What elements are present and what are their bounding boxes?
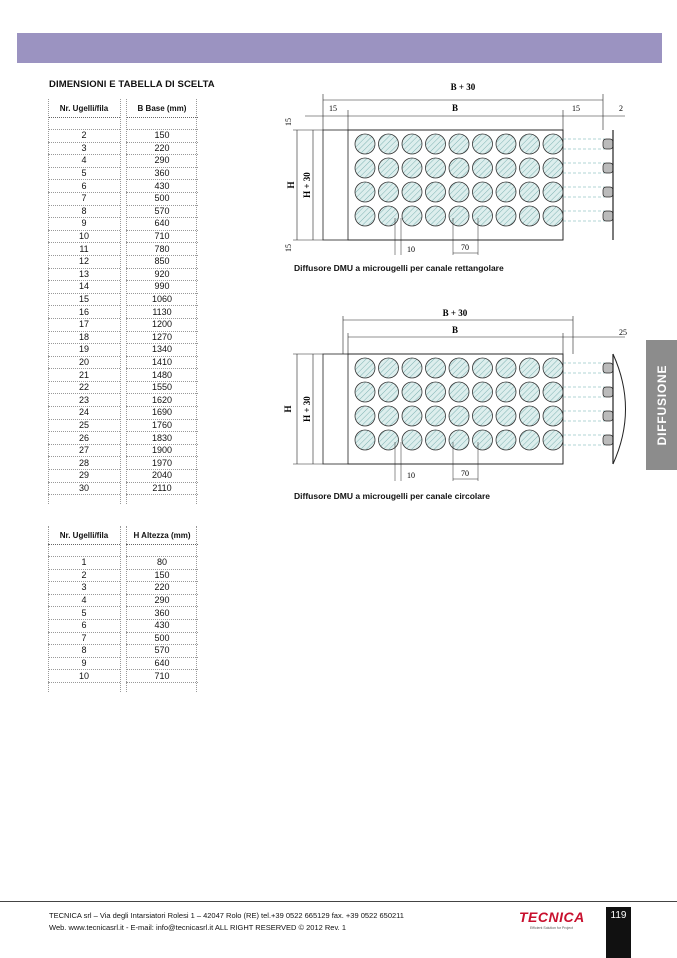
nozzles-per-row-cell: 27	[48, 444, 120, 457]
page-number: 119	[610, 910, 627, 921]
nozzles-per-row-cell: 5	[48, 167, 120, 180]
dimension-cell: 640	[126, 657, 198, 670]
nozzles-per-row-cell: 21	[48, 369, 120, 382]
dimension-cell: 1970	[126, 457, 198, 470]
nozzle	[355, 206, 375, 226]
nozzle	[520, 358, 540, 378]
nozzle	[496, 406, 516, 426]
dimension-cell: 570	[126, 205, 198, 218]
nozzle	[426, 406, 446, 426]
nozzle	[426, 430, 446, 450]
dimension-cell: 780	[126, 243, 198, 256]
table-row	[48, 645, 198, 658]
dim-h30: H + 30	[302, 172, 312, 198]
table-row	[48, 331, 198, 344]
table-row	[48, 180, 198, 193]
nozzle	[449, 158, 469, 178]
nozzles-per-row-cell: 25	[48, 419, 120, 432]
nozzles-per-row-cell: 4	[48, 155, 120, 168]
table-row	[48, 432, 198, 445]
table-row	[48, 594, 198, 607]
dim-10: 10	[407, 245, 415, 254]
dim-15: 15	[329, 104, 337, 113]
table-row	[48, 381, 198, 394]
nozzle	[520, 206, 540, 226]
nozzles-per-row-cell: 3	[48, 582, 120, 595]
nozzles-per-row-cell: 22	[48, 381, 120, 394]
table-row	[48, 218, 198, 231]
nozzle	[402, 206, 422, 226]
circular-duct-diagram	[283, 306, 633, 486]
tecnica-logo: TECNICA	[519, 909, 585, 925]
diagram-caption-rectangular: Diffusore DMU a microugelli per canale rettangolare	[294, 263, 504, 273]
table-row	[48, 607, 198, 620]
nozzle-side	[603, 411, 613, 421]
dimension-cell: 1900	[126, 444, 198, 457]
dimension-cell: 220	[126, 582, 198, 595]
nozzle	[449, 134, 469, 154]
nozzle-side	[603, 435, 613, 445]
table-divider	[48, 99, 49, 504]
table-row	[48, 255, 198, 268]
nozzle	[402, 382, 422, 402]
nozzle	[379, 382, 399, 402]
dimension-cell: 500	[126, 632, 198, 645]
nozzle	[473, 430, 493, 450]
table-row	[48, 582, 198, 595]
dimension-cell: 710	[126, 230, 198, 243]
nozzles-per-row-cell: 13	[48, 268, 120, 281]
table-header: B Base (mm)	[126, 99, 198, 118]
nozzles-per-row-cell: 16	[48, 306, 120, 319]
nozzles-per-row-cell: 5	[48, 607, 120, 620]
nozzle-side	[603, 363, 613, 373]
dimension-cell: 290	[126, 594, 198, 607]
dimension-cell: 360	[126, 167, 198, 180]
dimension-cell: 1340	[126, 344, 198, 357]
dimension-cell: 430	[126, 180, 198, 193]
nozzles-per-row-cell: 19	[48, 344, 120, 357]
dimension-cell: 1620	[126, 394, 198, 407]
nozzle	[355, 382, 375, 402]
dimension-cell: 500	[126, 192, 198, 205]
nozzle	[543, 158, 563, 178]
nozzle-side	[603, 187, 613, 197]
nozzles-per-row-cell: 9	[48, 218, 120, 231]
table-row	[48, 632, 198, 645]
table-row	[48, 167, 198, 180]
dim-h: H	[283, 405, 293, 413]
dim-15-vertical: 15	[284, 118, 293, 126]
table-row	[48, 155, 198, 168]
nozzle	[449, 206, 469, 226]
table-divider	[126, 99, 127, 504]
table-divider	[120, 99, 121, 504]
nozzle	[543, 430, 563, 450]
table-divider	[126, 526, 127, 692]
nozzle	[496, 182, 516, 202]
nozzles-per-row-cell: 23	[48, 394, 120, 407]
dim-70: 70	[461, 469, 469, 478]
dimension-cell: 1690	[126, 407, 198, 420]
nozzle	[543, 182, 563, 202]
dimension-cell: 1200	[126, 318, 198, 331]
nozzle	[496, 382, 516, 402]
dimension-cell: 640	[126, 218, 198, 231]
nozzle	[355, 358, 375, 378]
dimension-cell: 1410	[126, 356, 198, 369]
dimension-cell: 430	[126, 619, 198, 632]
nozzles-per-row-cell: 6	[48, 619, 120, 632]
nozzle	[520, 158, 540, 178]
dim-70: 70	[461, 243, 469, 252]
nozzle	[496, 134, 516, 154]
dimension-cell: 220	[126, 142, 198, 155]
nozzle	[543, 206, 563, 226]
dim-15: 15	[572, 104, 580, 113]
dimension-cell: 80	[126, 557, 198, 570]
table-row	[48, 569, 198, 582]
footer-address: TECNICA srl – Via degli Intarsiatori Rolesi 1 – 42047 Rolo (RE) tel.+39 0522 665129 fax. +39 0522 650211	[49, 911, 404, 920]
table-row	[48, 230, 198, 243]
nozzle-side	[603, 211, 613, 221]
nozzle	[449, 358, 469, 378]
section-title: DIMENSIONI E TABELLA DI SCELTA	[49, 79, 215, 90]
nozzle	[426, 358, 446, 378]
nozzle	[473, 158, 493, 178]
dimension-cell: 150	[126, 130, 198, 143]
dim-15-vertical: 15	[284, 244, 293, 252]
dim-25: 25	[619, 328, 627, 337]
nozzle	[449, 406, 469, 426]
table-header: Nr. Ugelli/fila	[48, 526, 120, 545]
nozzle	[449, 430, 469, 450]
nozzles-per-row-cell: 10	[48, 230, 120, 243]
dimension-cell: 1550	[126, 381, 198, 394]
dimension-cell: 1760	[126, 419, 198, 432]
table-row	[48, 205, 198, 218]
page-number-box	[606, 907, 631, 958]
table-row	[48, 192, 198, 205]
nozzle	[520, 182, 540, 202]
nozzles-per-row-cell: 18	[48, 331, 120, 344]
nozzles-per-row-cell: 4	[48, 594, 120, 607]
nozzle	[496, 430, 516, 450]
nozzles-per-row-cell: 10	[48, 670, 120, 683]
dimension-cell: 1270	[126, 331, 198, 344]
nozzles-per-row-cell: 8	[48, 205, 120, 218]
nozzle	[496, 358, 516, 378]
nozzle	[402, 134, 422, 154]
nozzles-per-row-cell: 14	[48, 281, 120, 294]
nozzle-side	[603, 387, 613, 397]
dim-b: B	[451, 325, 459, 335]
nozzle-grid	[355, 134, 563, 226]
dimension-cell: 920	[126, 268, 198, 281]
nozzle	[473, 206, 493, 226]
nozzle-side	[603, 139, 613, 149]
nozzle	[402, 182, 422, 202]
dim-b30: B + 30	[450, 82, 476, 92]
table-divider	[120, 526, 121, 692]
base-selection-table	[48, 99, 198, 506]
table-row	[48, 470, 198, 483]
nozzles-per-row-cell: 7	[48, 632, 120, 645]
nozzles-per-row-cell: 9	[48, 657, 120, 670]
dimension-cell: 1830	[126, 432, 198, 445]
nozzle-side	[603, 163, 613, 173]
table-row	[48, 243, 198, 256]
nozzle	[520, 382, 540, 402]
nozzle	[402, 406, 422, 426]
nozzles-per-row-cell: 17	[48, 318, 120, 331]
nozzle	[520, 406, 540, 426]
nozzle	[402, 430, 422, 450]
rectangular-duct-diagram	[283, 78, 633, 260]
dimension-cell: 150	[126, 569, 198, 582]
dimension-cell: 2110	[126, 482, 198, 495]
nozzle	[402, 358, 422, 378]
table-row	[48, 557, 198, 570]
table-row	[48, 281, 198, 294]
nozzles-per-row-cell: 26	[48, 432, 120, 445]
dimension-cell: 290	[126, 155, 198, 168]
nozzle	[379, 430, 399, 450]
dimension-cell: 1480	[126, 369, 198, 382]
nozzle	[496, 158, 516, 178]
table-row	[48, 670, 198, 683]
nozzles-per-row-cell: 15	[48, 293, 120, 306]
table-row	[48, 619, 198, 632]
dim-10: 10	[407, 471, 415, 480]
table-row	[48, 657, 198, 670]
height-selection-table	[48, 526, 198, 694]
table-row	[48, 293, 198, 306]
nozzle	[520, 430, 540, 450]
table-row	[48, 268, 198, 281]
dim-h30: H + 30	[302, 396, 312, 422]
dim-b30: B + 30	[442, 308, 468, 318]
nozzle	[379, 182, 399, 202]
table-divider	[196, 99, 197, 504]
table-row	[48, 444, 198, 457]
header-bar	[17, 33, 662, 63]
nozzles-per-row-cell: 7	[48, 192, 120, 205]
dimension-cell: 850	[126, 255, 198, 268]
table-row	[48, 356, 198, 369]
dimension-cell: 1130	[126, 306, 198, 319]
nozzle	[379, 206, 399, 226]
nozzles-per-row-cell: 30	[48, 482, 120, 495]
table-row	[48, 407, 198, 420]
dimension-cell: 570	[126, 645, 198, 658]
nozzle	[355, 134, 375, 154]
nozzle	[449, 182, 469, 202]
table-header: H Altezza (mm)	[126, 526, 198, 545]
nozzles-per-row-cell: 2	[48, 130, 120, 143]
table-divider	[48, 526, 49, 692]
nozzle	[426, 182, 446, 202]
dim-h: H	[286, 181, 296, 189]
nozzle	[402, 158, 422, 178]
nozzles-per-row-cell: 6	[48, 180, 120, 193]
side-profile	[563, 130, 613, 240]
nozzles-per-row-cell: 12	[48, 255, 120, 268]
logo-tagline: Efficient Solution for Project	[530, 926, 573, 930]
table-row	[48, 142, 198, 155]
nozzle	[426, 382, 446, 402]
nozzles-per-row-cell: 20	[48, 356, 120, 369]
dimension-cell: 990	[126, 281, 198, 294]
nozzle	[426, 206, 446, 226]
nozzle	[473, 134, 493, 154]
nozzle	[496, 206, 516, 226]
nozzle	[426, 134, 446, 154]
nozzle	[543, 358, 563, 378]
nozzles-per-row-cell: 28	[48, 457, 120, 470]
side-profile	[563, 354, 626, 464]
nozzle	[520, 134, 540, 154]
nozzles-per-row-cell: 1	[48, 557, 120, 570]
dimension-cell: 360	[126, 607, 198, 620]
nozzle	[355, 430, 375, 450]
nozzle	[473, 382, 493, 402]
nozzles-per-row-cell: 29	[48, 470, 120, 483]
table-row	[48, 306, 198, 319]
nozzles-per-row-cell: 24	[48, 407, 120, 420]
footer-contacts: Web. www.tecnicasrl.it - E-mail: info@tecnicasrl.it ALL RIGHT RESERVED © 2012 Rev. 1	[49, 923, 346, 932]
nozzle	[379, 358, 399, 378]
nozzle	[355, 158, 375, 178]
dimension-cell: 2040	[126, 470, 198, 483]
nozzle	[543, 134, 563, 154]
nozzle	[426, 158, 446, 178]
nozzle	[379, 134, 399, 154]
footer-divider	[0, 901, 677, 902]
nozzle	[379, 406, 399, 426]
nozzle	[543, 382, 563, 402]
nozzle	[379, 158, 399, 178]
nozzles-per-row-cell: 2	[48, 569, 120, 582]
table-row	[48, 394, 198, 407]
nozzle	[543, 406, 563, 426]
table-row	[48, 130, 198, 143]
nozzle	[473, 182, 493, 202]
dim-2: 2	[619, 104, 623, 113]
dim-b: B	[451, 103, 459, 113]
table-row	[48, 369, 198, 382]
section-side-tab: DIFFUSIONE	[646, 340, 677, 470]
dimension-cell: 710	[126, 670, 198, 683]
table-row	[48, 344, 198, 357]
nozzle	[473, 358, 493, 378]
nozzle	[449, 382, 469, 402]
nozzle	[355, 406, 375, 426]
table-row	[48, 482, 198, 495]
nozzle-grid	[355, 358, 563, 450]
table-header: Nr. Ugelli/fila	[48, 99, 120, 118]
nozzle	[355, 182, 375, 202]
nozzles-per-row-cell: 11	[48, 243, 120, 256]
nozzles-per-row-cell: 3	[48, 142, 120, 155]
dimension-cell: 1060	[126, 293, 198, 306]
diagram-caption-circular: Diffusore DMU a microugelli per canale circolare	[294, 491, 491, 501]
table-divider	[196, 526, 197, 692]
table-row	[48, 457, 198, 470]
table-row	[48, 318, 198, 331]
table-row	[48, 419, 198, 432]
nozzle	[473, 406, 493, 426]
nozzles-per-row-cell: 8	[48, 645, 120, 658]
